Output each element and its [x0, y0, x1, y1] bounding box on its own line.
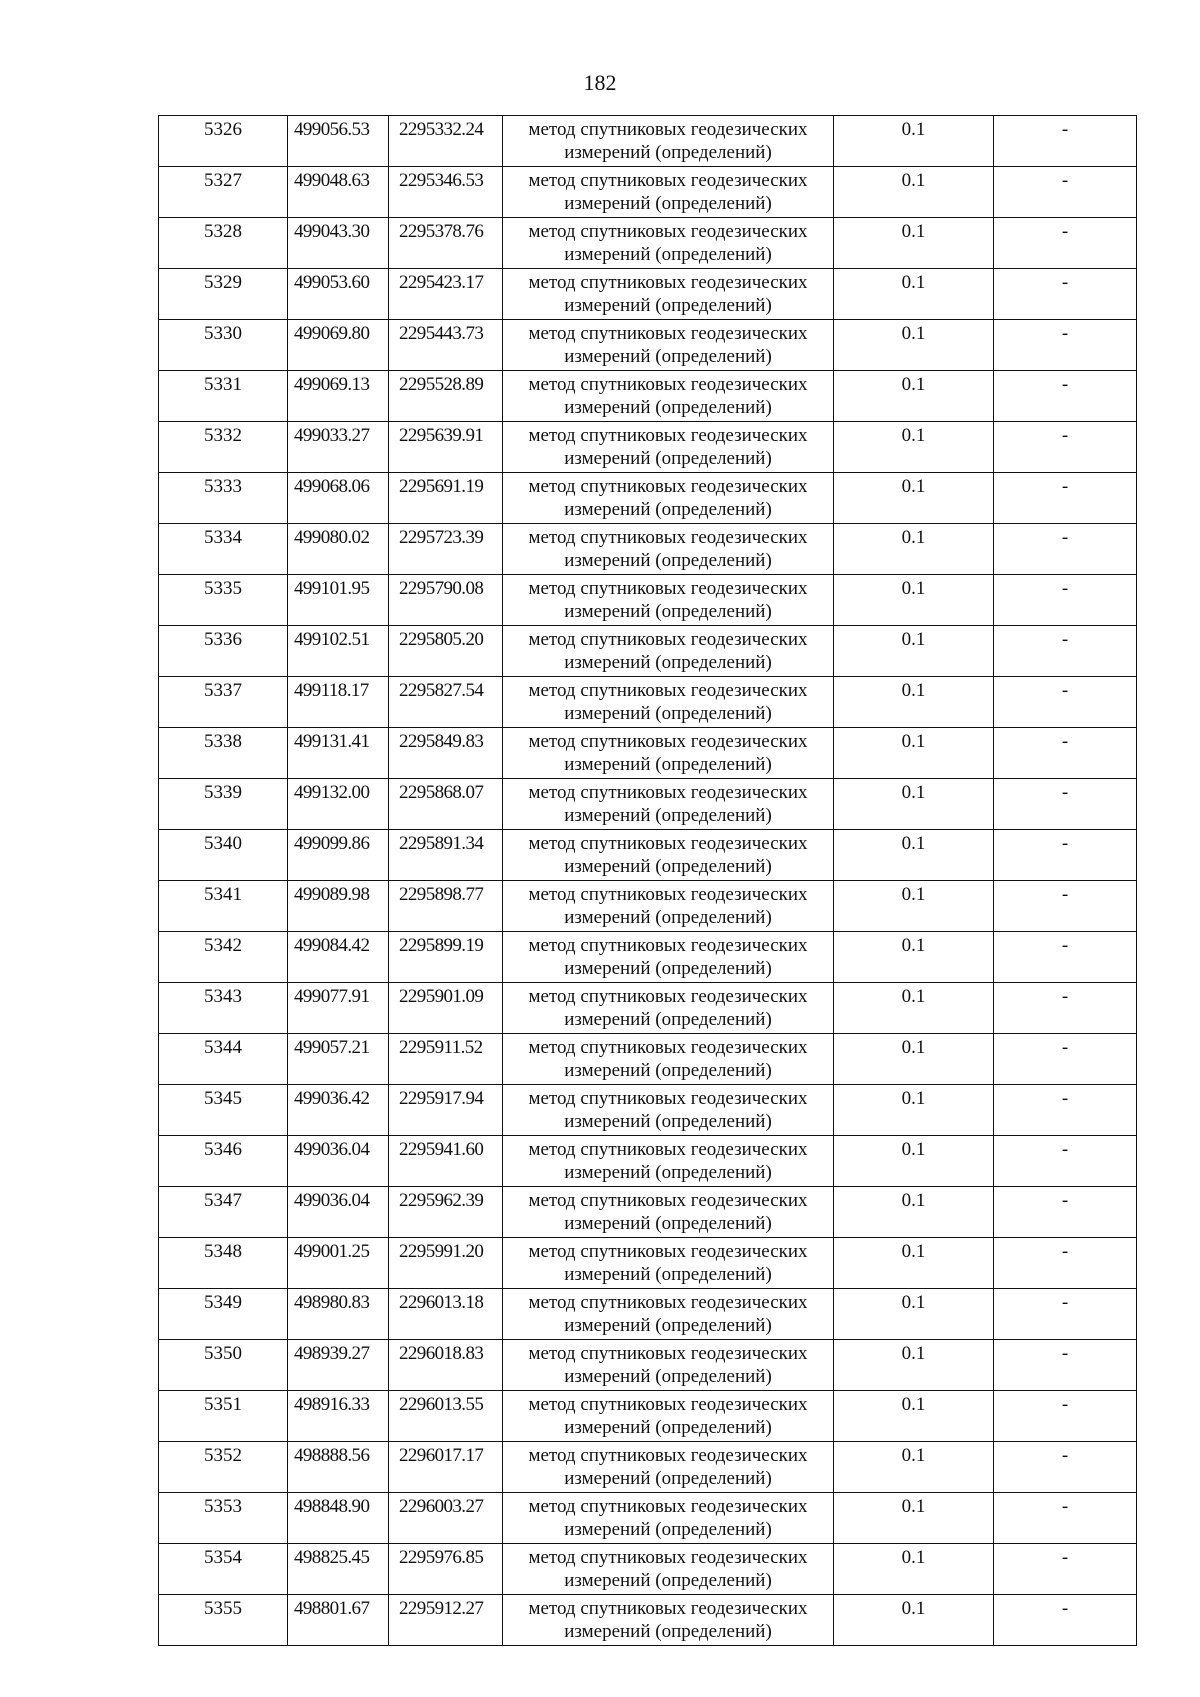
method-text-line: метод спутниковых геодезических [528, 527, 808, 548]
table-row [159, 728, 1137, 779]
y-coordinate-cell: 2295691.19 [389, 473, 503, 524]
y-coordinate-cell: 2296017.17 [389, 1442, 503, 1493]
x-coordinate-cell: 499084.42 [288, 932, 389, 983]
y-coordinate-cell: 2295891.34 [389, 830, 503, 881]
accuracy-cell: 0.1 [834, 116, 994, 167]
note-cell: - [994, 320, 1137, 371]
y-coordinate-cell: 2295901.09 [389, 983, 503, 1034]
method-cell [503, 932, 834, 983]
table-row [159, 983, 1137, 1034]
method-text-line: метод спутниковых геодезических [528, 731, 808, 752]
method-cell [503, 1391, 834, 1442]
method-text-line: измерений (определений) [564, 1162, 772, 1183]
method-cell [503, 983, 834, 1034]
table-row [159, 524, 1137, 575]
table-row [159, 1442, 1137, 1493]
y-coordinate-cell: 2295827.54 [389, 677, 503, 728]
table-row [159, 320, 1137, 371]
y-coordinate-cell: 2295528.89 [389, 371, 503, 422]
x-coordinate-cell: 499036.42 [288, 1085, 389, 1136]
y-coordinate-cell: 2295790.08 [389, 575, 503, 626]
point-number-cell: 5341 [159, 881, 288, 932]
point-number-cell: 5334 [159, 524, 288, 575]
point-number-cell: 5329 [159, 269, 288, 320]
table-row [159, 1391, 1137, 1442]
point-number-cell: 5352 [159, 1442, 288, 1493]
accuracy-cell: 0.1 [834, 1493, 994, 1544]
point-number-cell: 5353 [159, 1493, 288, 1544]
method-text-line: метод спутниковых геодезических [528, 1343, 808, 1364]
method-cell [503, 371, 834, 422]
accuracy-cell: 0.1 [834, 1136, 994, 1187]
note-cell: - [994, 1595, 1137, 1646]
note-cell: - [994, 626, 1137, 677]
method-text-line: метод спутниковых геодезических [528, 1088, 808, 1109]
note-cell: - [994, 1493, 1137, 1544]
method-cell [503, 1187, 834, 1238]
note-cell: - [994, 881, 1137, 932]
method-text-line: метод спутниковых геодезических [528, 221, 808, 242]
y-coordinate-cell: 2295723.39 [389, 524, 503, 575]
method-cell [503, 1034, 834, 1085]
y-coordinate-cell: 2295911.52 [389, 1034, 503, 1085]
table-row [159, 116, 1137, 167]
note-cell: - [994, 1034, 1137, 1085]
note-cell: - [994, 1085, 1137, 1136]
accuracy-cell: 0.1 [834, 1544, 994, 1595]
method-cell [503, 1493, 834, 1544]
note-cell: - [994, 218, 1137, 269]
x-coordinate-cell: 499057.21 [288, 1034, 389, 1085]
note-cell: - [994, 932, 1137, 983]
note-cell: - [994, 1340, 1137, 1391]
method-cell [503, 422, 834, 473]
y-coordinate-cell: 2295805.20 [389, 626, 503, 677]
note-cell: - [994, 779, 1137, 830]
point-number-cell: 5335 [159, 575, 288, 626]
y-coordinate-cell: 2295898.77 [389, 881, 503, 932]
method-text-line: измерений (определений) [564, 1315, 772, 1336]
method-text-line: измерений (определений) [564, 1366, 772, 1387]
accuracy-cell: 0.1 [834, 575, 994, 626]
x-coordinate-cell: 499118.17 [288, 677, 389, 728]
method-text-line: метод спутниковых геодезических [528, 629, 808, 650]
accuracy-cell: 0.1 [834, 1442, 994, 1493]
method-cell [503, 116, 834, 167]
accuracy-cell: 0.1 [834, 1289, 994, 1340]
x-coordinate-cell: 499069.80 [288, 320, 389, 371]
method-text-line: метод спутниковых геодезических [528, 1241, 808, 1262]
x-coordinate-cell: 499077.91 [288, 983, 389, 1034]
table-row [159, 473, 1137, 524]
method-text-line: метод спутниковых геодезических [528, 935, 808, 956]
method-cell [503, 881, 834, 932]
method-text-line: метод спутниковых геодезических [528, 833, 808, 854]
point-number-cell: 5348 [159, 1238, 288, 1289]
table-row [159, 1238, 1137, 1289]
x-coordinate-cell: 499089.98 [288, 881, 389, 932]
method-cell [503, 1136, 834, 1187]
note-cell: - [994, 983, 1137, 1034]
note-cell: - [994, 575, 1137, 626]
point-number-cell: 5327 [159, 167, 288, 218]
table-row [159, 1136, 1137, 1187]
point-number-cell: 5328 [159, 218, 288, 269]
note-cell: - [994, 422, 1137, 473]
method-text-line: измерений (определений) [564, 295, 772, 316]
method-text-line: измерений (определений) [564, 1213, 772, 1234]
point-number-cell: 5354 [159, 1544, 288, 1595]
x-coordinate-cell: 498916.33 [288, 1391, 389, 1442]
note-cell: - [994, 371, 1137, 422]
method-text-line: метод спутниковых геодезических [528, 1445, 808, 1466]
method-text-line: измерений (определений) [564, 1060, 772, 1081]
point-number-cell: 5340 [159, 830, 288, 881]
table-row [159, 626, 1137, 677]
accuracy-cell: 0.1 [834, 779, 994, 830]
y-coordinate-cell: 2295976.85 [389, 1544, 503, 1595]
accuracy-cell: 0.1 [834, 320, 994, 371]
accuracy-cell: 0.1 [834, 1034, 994, 1085]
note-cell: - [994, 1289, 1137, 1340]
x-coordinate-cell: 499101.95 [288, 575, 389, 626]
note-cell: - [994, 677, 1137, 728]
y-coordinate-cell: 2295332.24 [389, 116, 503, 167]
note-cell: - [994, 116, 1137, 167]
table-row [159, 830, 1137, 881]
method-cell [503, 1289, 834, 1340]
accuracy-cell: 0.1 [834, 1187, 994, 1238]
table-row [159, 677, 1137, 728]
x-coordinate-cell: 498801.67 [288, 1595, 389, 1646]
point-number-cell: 5338 [159, 728, 288, 779]
note-cell: - [994, 1544, 1137, 1595]
y-coordinate-cell: 2295423.17 [389, 269, 503, 320]
method-text-line: измерений (определений) [564, 1009, 772, 1030]
y-coordinate-cell: 2295346.53 [389, 167, 503, 218]
method-text-line: метод спутниковых геодезических [528, 884, 808, 905]
method-text-line: измерений (определений) [564, 1519, 772, 1540]
method-text-line: измерений (определений) [564, 397, 772, 418]
method-cell [503, 575, 834, 626]
method-text-line: измерений (определений) [564, 244, 772, 265]
note-cell: - [994, 1391, 1137, 1442]
accuracy-cell: 0.1 [834, 218, 994, 269]
method-text-line: метод спутниковых геодезических [528, 1190, 808, 1211]
accuracy-cell: 0.1 [834, 677, 994, 728]
table-row [159, 218, 1137, 269]
method-text-line: метод спутниковых геодезических [528, 1139, 808, 1160]
table-row [159, 779, 1137, 830]
table-row [159, 1034, 1137, 1085]
accuracy-cell: 0.1 [834, 269, 994, 320]
x-coordinate-cell: 499099.86 [288, 830, 389, 881]
note-cell: - [994, 524, 1137, 575]
accuracy-cell: 0.1 [834, 932, 994, 983]
note-cell: - [994, 1238, 1137, 1289]
table-row [159, 932, 1137, 983]
method-text-line: метод спутниковых геодезических [528, 374, 808, 395]
table-row [159, 1595, 1137, 1646]
table-row [159, 881, 1137, 932]
y-coordinate-cell: 2296003.27 [389, 1493, 503, 1544]
method-cell [503, 1085, 834, 1136]
point-number-cell: 5336 [159, 626, 288, 677]
method-text-line: измерений (определений) [564, 1468, 772, 1489]
point-number-cell: 5349 [159, 1289, 288, 1340]
point-number-cell: 5351 [159, 1391, 288, 1442]
note-cell: - [994, 1136, 1137, 1187]
note-cell: - [994, 1187, 1137, 1238]
method-cell [503, 1544, 834, 1595]
method-cell [503, 1238, 834, 1289]
point-number-cell: 5344 [159, 1034, 288, 1085]
accuracy-cell: 0.1 [834, 1238, 994, 1289]
point-number-cell: 5345 [159, 1085, 288, 1136]
x-coordinate-cell: 498939.27 [288, 1340, 389, 1391]
page-number: 182 [583, 70, 617, 95]
method-text-line: метод спутниковых геодезических [528, 782, 808, 803]
coordinates-table [158, 115, 1137, 1646]
method-text-line: измерений (определений) [564, 142, 772, 163]
y-coordinate-cell: 2295378.76 [389, 218, 503, 269]
table-row [159, 167, 1137, 218]
point-number-cell: 5347 [159, 1187, 288, 1238]
point-number-cell: 5355 [159, 1595, 288, 1646]
method-cell [503, 320, 834, 371]
accuracy-cell: 0.1 [834, 524, 994, 575]
method-text-line: метод спутниковых геодезических [528, 1598, 808, 1619]
method-text-line: метод спутниковых геодезических [528, 986, 808, 1007]
table-row [159, 422, 1137, 473]
method-text-line: метод спутниковых геодезических [528, 1496, 808, 1517]
method-text-line: измерений (определений) [564, 1417, 772, 1438]
note-cell: - [994, 1442, 1137, 1493]
accuracy-cell: 0.1 [834, 371, 994, 422]
x-coordinate-cell: 499069.13 [288, 371, 389, 422]
y-coordinate-cell: 2295917.94 [389, 1085, 503, 1136]
y-coordinate-cell: 2296013.18 [389, 1289, 503, 1340]
method-text-line: измерений (определений) [564, 550, 772, 571]
method-text-line: измерений (определений) [564, 1570, 772, 1591]
accuracy-cell: 0.1 [834, 1391, 994, 1442]
y-coordinate-cell: 2295912.27 [389, 1595, 503, 1646]
accuracy-cell: 0.1 [834, 983, 994, 1034]
x-coordinate-cell: 498825.45 [288, 1544, 389, 1595]
point-number-cell: 5337 [159, 677, 288, 728]
method-text-line: метод спутниковых геодезических [528, 680, 808, 701]
x-coordinate-cell: 499131.41 [288, 728, 389, 779]
method-cell [503, 677, 834, 728]
method-cell [503, 830, 834, 881]
y-coordinate-cell: 2295941.60 [389, 1136, 503, 1187]
method-text-line: измерений (определений) [564, 1621, 772, 1642]
note-cell: - [994, 830, 1137, 881]
method-text-line: метод спутниковых геодезических [528, 1547, 808, 1568]
accuracy-cell: 0.1 [834, 728, 994, 779]
method-text-line: метод спутниковых геодезических [528, 1394, 808, 1415]
method-cell [503, 1442, 834, 1493]
method-text-line: метод спутниковых геодезических [528, 170, 808, 191]
coordinates-table-body [159, 116, 1137, 1646]
accuracy-cell: 0.1 [834, 1595, 994, 1646]
x-coordinate-cell: 499068.06 [288, 473, 389, 524]
method-text-line: метод спутниковых геодезических [528, 425, 808, 446]
point-number-cell: 5350 [159, 1340, 288, 1391]
accuracy-cell: 0.1 [834, 1085, 994, 1136]
method-text-line: измерений (определений) [564, 499, 772, 520]
method-cell [503, 779, 834, 830]
method-text-line: измерений (определений) [564, 1111, 772, 1132]
table-row [159, 1289, 1137, 1340]
y-coordinate-cell: 2295639.91 [389, 422, 503, 473]
x-coordinate-cell: 499033.27 [288, 422, 389, 473]
point-number-cell: 5331 [159, 371, 288, 422]
method-text-line: метод спутниковых геодезических [528, 578, 808, 599]
point-number-cell: 5332 [159, 422, 288, 473]
accuracy-cell: 0.1 [834, 626, 994, 677]
point-number-cell: 5333 [159, 473, 288, 524]
method-text-line: измерений (определений) [564, 703, 772, 724]
note-cell: - [994, 728, 1137, 779]
method-text-line: измерений (определений) [564, 754, 772, 775]
method-cell [503, 473, 834, 524]
x-coordinate-cell: 499036.04 [288, 1136, 389, 1187]
point-number-cell: 5326 [159, 116, 288, 167]
y-coordinate-cell: 2295962.39 [389, 1187, 503, 1238]
y-coordinate-cell: 2296013.55 [389, 1391, 503, 1442]
x-coordinate-cell: 499036.04 [288, 1187, 389, 1238]
method-cell [503, 728, 834, 779]
method-cell [503, 269, 834, 320]
method-cell [503, 1340, 834, 1391]
accuracy-cell: 0.1 [834, 422, 994, 473]
accuracy-cell: 0.1 [834, 473, 994, 524]
point-number-cell: 5343 [159, 983, 288, 1034]
x-coordinate-cell: 499048.63 [288, 167, 389, 218]
method-text-line: метод спутниковых геодезических [528, 1292, 808, 1313]
point-number-cell: 5330 [159, 320, 288, 371]
note-cell: - [994, 473, 1137, 524]
method-text-line: метод спутниковых геодезических [528, 476, 808, 497]
method-text-line: измерений (определений) [564, 193, 772, 214]
note-cell: - [994, 167, 1137, 218]
method-text-line: измерений (определений) [564, 346, 772, 367]
x-coordinate-cell: 499080.02 [288, 524, 389, 575]
point-number-cell: 5346 [159, 1136, 288, 1187]
note-cell: - [994, 269, 1137, 320]
method-text-line: измерений (определений) [564, 601, 772, 622]
method-text-line: метод спутниковых геодезических [528, 1037, 808, 1058]
y-coordinate-cell: 2295443.73 [389, 320, 503, 371]
y-coordinate-cell: 2296018.83 [389, 1340, 503, 1391]
x-coordinate-cell: 499001.25 [288, 1238, 389, 1289]
x-coordinate-cell: 498888.56 [288, 1442, 389, 1493]
x-coordinate-cell: 499053.60 [288, 269, 389, 320]
accuracy-cell: 0.1 [834, 830, 994, 881]
accuracy-cell: 0.1 [834, 881, 994, 932]
method-text-line: измерений (определений) [564, 856, 772, 877]
method-cell [503, 1595, 834, 1646]
method-text-line: измерений (определений) [564, 448, 772, 469]
method-text-line: измерений (определений) [564, 958, 772, 979]
table-row [159, 1187, 1137, 1238]
method-cell [503, 626, 834, 677]
method-text-line: измерений (определений) [564, 1264, 772, 1285]
x-coordinate-cell: 499056.53 [288, 116, 389, 167]
method-text-line: метод спутниковых геодезических [528, 323, 808, 344]
method-cell [503, 524, 834, 575]
table-row [159, 575, 1137, 626]
x-coordinate-cell: 499132.00 [288, 779, 389, 830]
method-text-line: измерений (определений) [564, 805, 772, 826]
y-coordinate-cell: 2295991.20 [389, 1238, 503, 1289]
x-coordinate-cell: 498848.90 [288, 1493, 389, 1544]
method-text-line: метод спутниковых геодезических [528, 119, 808, 140]
x-coordinate-cell: 499043.30 [288, 218, 389, 269]
accuracy-cell: 0.1 [834, 1340, 994, 1391]
x-coordinate-cell: 498980.83 [288, 1289, 389, 1340]
point-number-cell: 5342 [159, 932, 288, 983]
method-text-line: измерений (определений) [564, 907, 772, 928]
y-coordinate-cell: 2295899.19 [389, 932, 503, 983]
table-row [159, 1493, 1137, 1544]
table-row [159, 1340, 1137, 1391]
y-coordinate-cell: 2295868.07 [389, 779, 503, 830]
table-row [159, 1085, 1137, 1136]
table-row [159, 371, 1137, 422]
method-text-line: метод спутниковых геодезических [528, 272, 808, 293]
method-text-line: измерений (определений) [564, 652, 772, 673]
table-row [159, 1544, 1137, 1595]
table-row [159, 269, 1137, 320]
y-coordinate-cell: 2295849.83 [389, 728, 503, 779]
accuracy-cell: 0.1 [834, 167, 994, 218]
method-cell [503, 218, 834, 269]
point-number-cell: 5339 [159, 779, 288, 830]
x-coordinate-cell: 499102.51 [288, 626, 389, 677]
method-cell [503, 167, 834, 218]
